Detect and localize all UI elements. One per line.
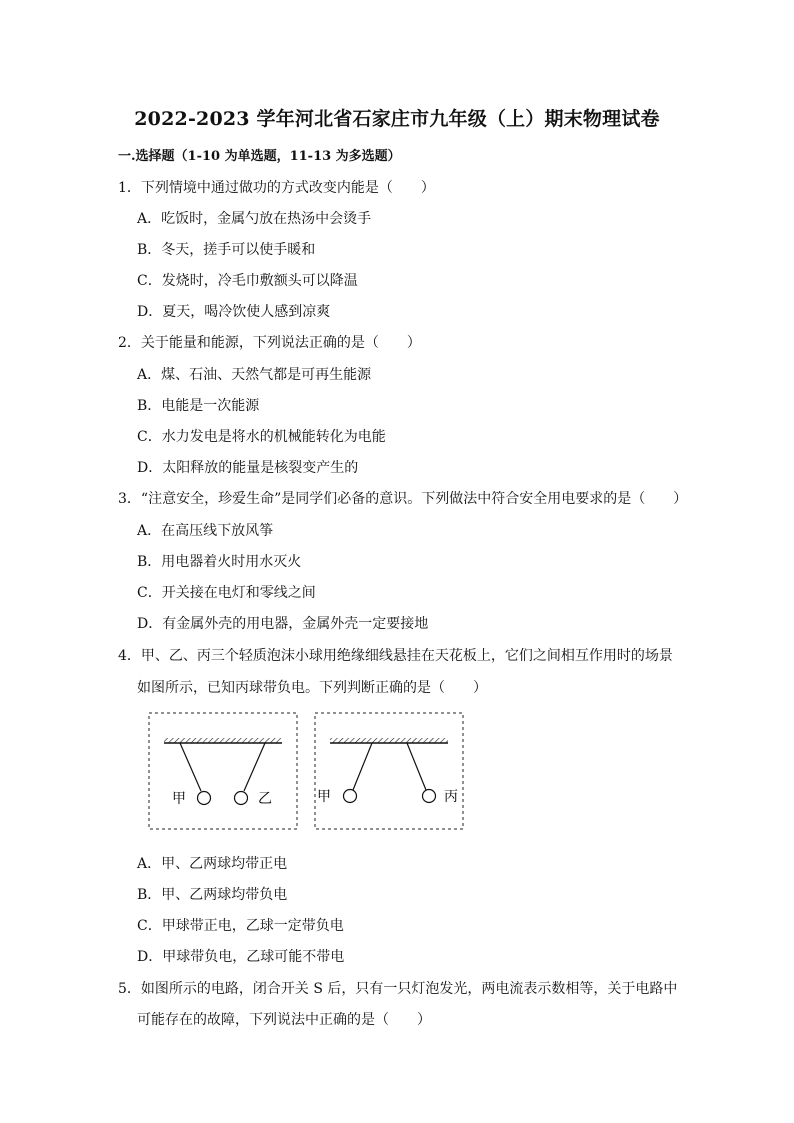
exam-title: 2022-2023 学年河北省石家庄市九年级（上）期末物理试卷: [134, 108, 660, 130]
panel-2-ball-bing: [423, 790, 436, 803]
panel-1-ball-yi: [235, 792, 248, 805]
figure-panel-2: [315, 713, 463, 829]
panel-1-thread-left: [180, 743, 201, 791]
section-heading: 一.选择题（1-10 为单选题，11-13 为多选题）: [118, 149, 401, 164]
question-1-option-b: B．冬天，搓手可以使手暖和: [137, 242, 316, 258]
question-2-option-c: C．水力发电是将水的机械能转化为电能: [137, 429, 386, 445]
question-4-option-d: D．甲球带负电，乙球可能不带电: [137, 949, 345, 965]
panel-2-ceiling-hatch: [330, 738, 448, 743]
question-4-option-a: A．甲、乙两球均带正电: [137, 856, 288, 872]
question-5-stem-line-2: 可能存在的故障，下列说法中正确的是（ ）: [137, 1012, 431, 1028]
panel-1-right-label: 乙: [258, 791, 272, 807]
question-4-option-b: B．甲、乙两球均带负电: [137, 887, 288, 903]
question-3-stem: 3．“注意安全，珍爱生命”是同学们必备的意识。下列做法中符合安全用电要求的是（ ）: [118, 491, 688, 507]
question-3-option-c: C．开关接在电灯和零线之间: [137, 585, 316, 601]
question-4-stem-line-1: 4．甲、乙、丙三个轻质泡沫小球用绝缘细线悬挂在天花板上，它们之间相互作用时的场景: [118, 648, 673, 664]
pendulum-balls-figure: [148, 712, 464, 830]
panel-2-right-label: 丙: [444, 789, 458, 805]
question-2-stem: 2．关于能量和能源，下列说法正确的是（ ）: [118, 335, 421, 351]
panel-1-ball-jia: [198, 792, 211, 805]
question-3-option-b: B．用电器着火时用水灭火: [137, 554, 302, 570]
panel-1-left-label: 甲: [172, 791, 186, 807]
question-2-option-b: B．电能是一次能源: [137, 398, 260, 414]
panel-2-dashed-frame: [315, 713, 463, 829]
panel-2-thread-left: [353, 743, 372, 790]
panel-2-thread-right: [407, 743, 426, 790]
pendulum-balls-diagram: [148, 712, 464, 830]
panel-1-ceiling-hatch: [164, 738, 282, 743]
question-1-option-a: A．吃饭时，金属勺放在热汤中会烫手: [137, 211, 372, 227]
question-3-option-d: D．有金属外壳的用电器，金属外壳一定要接地: [137, 616, 429, 632]
figure-panel-1: [149, 713, 297, 829]
question-2-option-a: A．煤、石油、天然气都是可再生能源: [137, 367, 372, 383]
question-1-option-c: C．发烧时，冷毛巾敷额头可以降温: [137, 273, 358, 289]
question-1-stem: 1．下列情境中通过做功的方式改变内能是（ ）: [118, 180, 435, 196]
panel-1-dashed-frame: [149, 713, 297, 829]
question-3-option-a: A．在高压线下放风筝: [137, 523, 274, 539]
panel-2-ball-jia: [344, 790, 357, 803]
question-4-stem-line-2: 如图所示，已知丙球带负电。下列判断正确的是（ ）: [137, 680, 487, 696]
question-5-stem-line-1: 5．如图所示的电路，闭合开关 S 后，只有一只灯泡发光，两电流表示数相等，关于电路中: [118, 981, 678, 997]
question-2-option-d: D．太阳释放的能量是核裂变产生的: [137, 460, 359, 476]
question-1-option-d: D．夏天，喝冷饮使人感到凉爽: [137, 304, 331, 320]
panel-1-thread-right: [244, 743, 265, 791]
question-4-option-c: C．甲球带正电，乙球一定带负电: [137, 918, 344, 934]
panel-2-left-label: 甲: [317, 789, 331, 805]
